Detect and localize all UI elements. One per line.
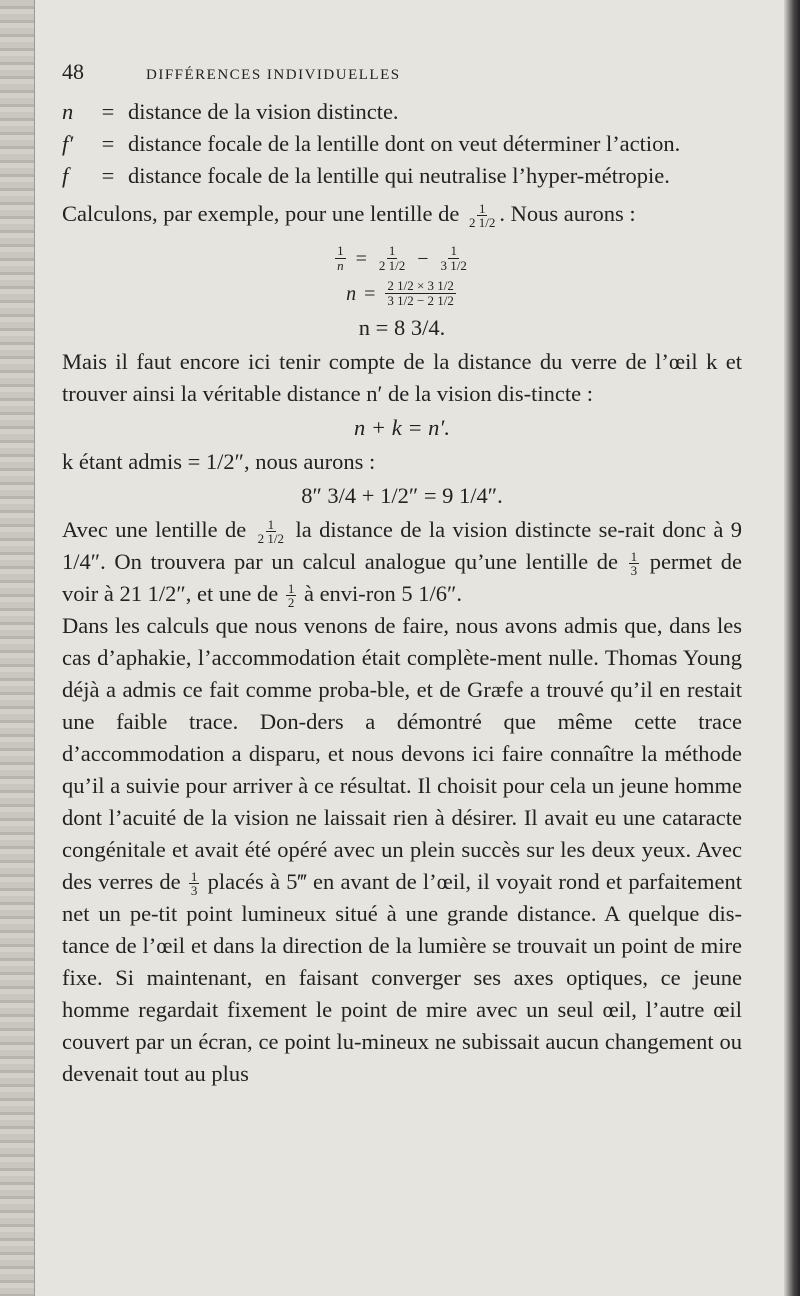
definition-row [62,160,742,192]
fraction-numerator: 1 [337,243,344,258]
fraction-denominator: 2 1/2 [469,215,496,231]
lens-fraction [629,550,640,577]
paragraph-3 [62,514,742,610]
calc-intro-after: . Nous aurons : [499,201,636,226]
definition-text: distance de la vision distincte. [128,99,399,124]
fraction-denominator: 2 1/2 [257,530,285,546]
definition-equals: = [101,99,115,124]
equation-2 [62,277,742,310]
para3-after: à envi-ron 5 1/6″. [303,580,463,606]
fraction-numerator: 1 [478,201,486,217]
page-header [62,56,742,90]
fraction-numerator: 1 [630,548,638,564]
definition-equals: = [101,163,115,188]
definition-row [62,96,742,128]
definition-list [62,96,742,192]
fraction-numerator: 1 [267,516,275,532]
fraction-denominator: n [337,258,344,273]
page-shadow-edge [784,0,800,1296]
book-binding-edge [0,0,35,1296]
equation-1 [62,232,742,275]
fraction-denominator: 3 [630,562,638,578]
fraction-denominator: 3 [190,882,198,898]
definition-symbol: f [62,163,69,188]
book-page [62,56,742,1090]
calc-intro-paragraph [62,198,742,230]
eq1-b-fraction [439,244,469,273]
calc-intro-before: Calculons, par exemple, pour une lentille de [62,201,460,226]
eq1-lhs-fraction [335,244,346,273]
fraction-numerator: 1 [388,243,396,258]
equation-5: 8″ 3/4 + 1/2″ = 9 1/4″. [301,482,503,508]
para3-before: Avec une lentille de [62,516,247,542]
para3-mid: la distance de la vision distincte se-rait donc à 9 1/4″. On trouvera par un calcul analogue qu’une lentille de [62,516,743,574]
minus-sign: − [417,247,429,270]
equation-4: n + k = n′. [354,414,450,440]
fraction-denominator: 2 1/2 [378,258,406,273]
eq2-fraction [385,279,456,308]
lens-fraction [256,518,286,545]
paragraph-2: k étant admis = 1/2″, nous aurons : [62,448,376,474]
paragraph-4 [62,610,742,1090]
eq1-a-fraction [377,244,407,273]
running-title: DIFFÉRENCES INDIVIDUELLES [146,67,401,83]
definition-equals: = [101,131,115,156]
para4-before: Dans les calculs que nous venons de faire, nous avons admis que, dans les cas d’aphakie, l’accommodation était complète-ment nulle. Thomas Young déjà a admis ce fait comme proba-ble, et de Græfe a trouvé qu’il en restait une faible trace. Don-ders a démontré que même cette trace d’accommodation a disparu, et nous devons ici faire connaître la méthode qu’il a suivie pour arriver à ce résultat. Il choisit pour cela un jeune homme dont l’acuité de la vision ne laissait rien à désirer. Il avait eu une cataracte congénitale et avait été opéré avec un plein succès sur les deux yeux. Avec des verres de [62,612,742,894]
para4-after: placés à 5‴ en avant de l’œil, il voyait rond et parfaitement net un pe-tit point lumineux situé à une grande distance. A quelque dis-tance de l’œil et dans la direction de la lumière se trouvait un point de mire fixe. Si maintenant, en faisant converger ses axes optiques, ce jeune homme regardait fixement le point de mire avec un seul œil, l’autre œil couvert par un écran, ce point lu-mineux ne subissait aucun changement ou devenait tout au plus [62,868,743,1086]
definition-text: distance focale de la lentille dont on veut déterminer l’action. [128,131,681,156]
equals-sign: = [355,247,367,270]
lens-fraction [467,202,497,229]
page-number: 48 [62,59,84,84]
definition-text: distance focale de la lentille qui neutralise l’hyper-métropie. [128,163,670,188]
fraction-numerator: 1 [287,580,295,596]
lens-fraction [286,582,297,609]
definition-symbol: n [62,99,74,124]
fraction-numerator: 1 [190,868,198,884]
fraction-denominator: 2 [287,594,295,610]
paragraph-1: Mais il faut encore ici tenir compte de la distance du verre de l’œil k et trouver ainsi la véritable distance n′ de la vision dis-tincte : [62,348,742,406]
fraction-denominator: 3 1/2 − 2 1/2 [387,293,454,308]
equals-sign: = [364,282,376,305]
fraction-numerator: 1 [450,243,457,258]
definition-symbol: f′ [62,131,74,156]
lens-fraction [189,870,200,897]
fraction-numerator: 2 1/2 × 3 1/2 [387,278,454,293]
fraction-denominator: 3 1/2 [440,258,467,273]
eq2-lhs: n [346,282,357,305]
equation-3: n = 8 3/4. [358,314,446,340]
definition-row [62,128,742,160]
para3-mid2: permet de voir à 21 1/2″, et une de [62,548,742,606]
